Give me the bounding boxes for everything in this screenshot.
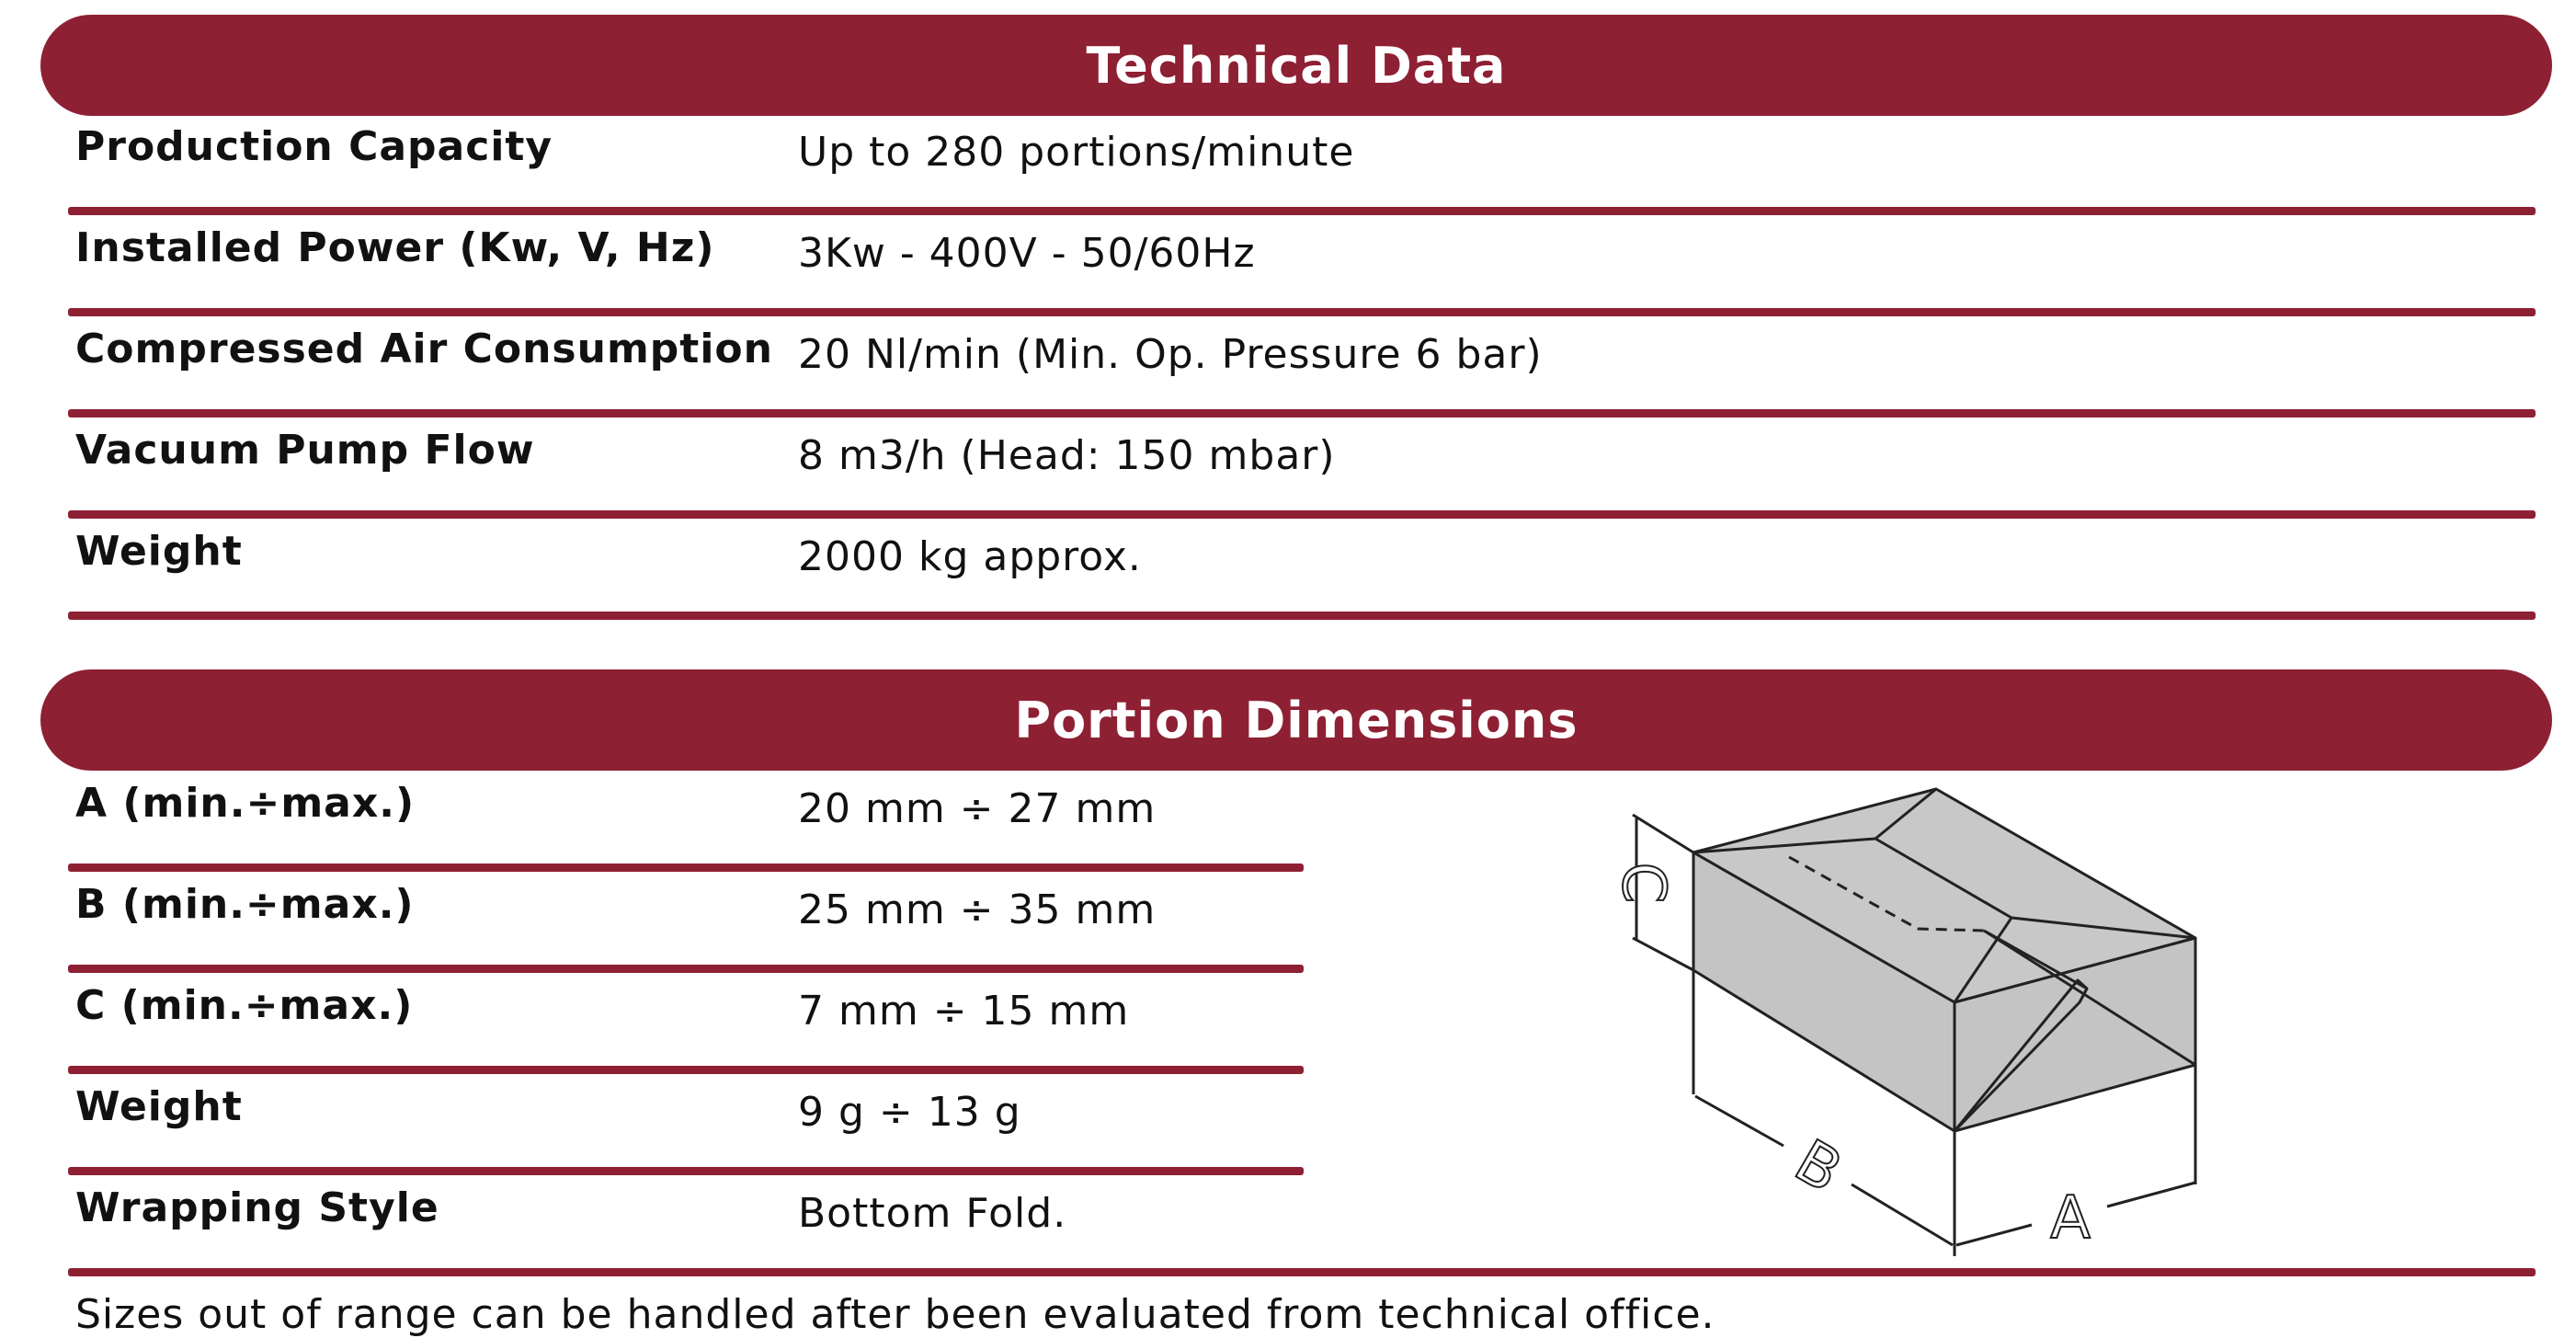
footnote: Sizes out of range can be handled after been evaluated from technical office. (75, 1291, 1715, 1338)
dim-value: 20 mm ÷ 27 mm (798, 785, 1157, 832)
row-divider (68, 1167, 1304, 1175)
dim-label: A (min.÷max.) (75, 780, 416, 827)
spec-label: Vacuum Pump Flow (75, 427, 535, 474)
technical-data-header (40, 15, 2552, 116)
box-shape (1693, 789, 2195, 1131)
spec-value: 8 m3/h (Head: 150 mbar) (798, 432, 1336, 479)
spec-label: Installed Power (Kw, V, Hz) (75, 224, 715, 271)
row-divider (68, 308, 2536, 316)
spec-label: Weight (75, 528, 243, 575)
dim-label: B (min.÷max.) (75, 881, 415, 928)
row-divider (68, 510, 2536, 519)
dim-value: 7 mm ÷ 15 mm (798, 988, 1130, 1035)
row-divider (68, 612, 2536, 620)
technical-data-title: Technical Data (1086, 36, 1507, 95)
dim-label: Wrapping Style (75, 1184, 439, 1231)
row-divider (68, 1268, 2536, 1276)
dimension-label-b: B (1783, 1126, 1853, 1206)
dim-value: Bottom Fold. (798, 1190, 1067, 1237)
portion-dimensions-header (40, 669, 2552, 771)
spec-label: Compressed Air Consumption (75, 326, 773, 372)
dim-value: 9 g ÷ 13 g (798, 1089, 1021, 1136)
spec-value: 20 Nl/min (Min. Op. Pressure 6 bar) (798, 331, 1543, 378)
dim-label: C (min.÷max.) (75, 982, 414, 1029)
dim-label: Weight (75, 1083, 243, 1130)
dim-value: 25 mm ÷ 35 mm (798, 886, 1157, 933)
portion-box-diagram (1600, 782, 2225, 1260)
dimension-label-a: A (2050, 1184, 2091, 1252)
dimension-label-c: C (1609, 862, 1677, 904)
row-divider (68, 965, 1304, 973)
spec-value: 2000 kg approx. (798, 533, 1142, 580)
row-divider (68, 207, 2536, 215)
row-divider (68, 409, 2536, 417)
spec-label: Production Capacity (75, 123, 553, 170)
row-divider (68, 1066, 1304, 1074)
spec-value: Up to 280 portions/minute (798, 129, 1355, 176)
portion-dimensions-title: Portion Dimensions (1014, 691, 1579, 749)
spec-value: 3Kw - 400V - 50/60Hz (798, 230, 1256, 277)
row-divider (68, 863, 1304, 872)
